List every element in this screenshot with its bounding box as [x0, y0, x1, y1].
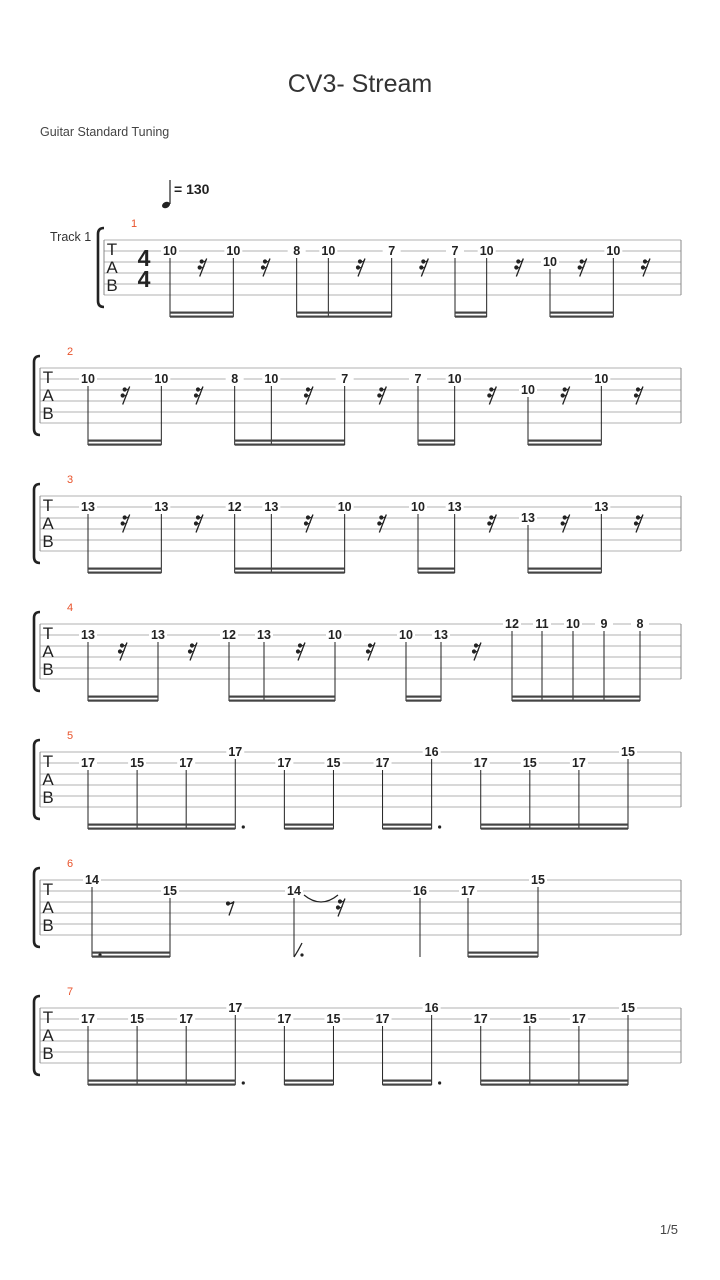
- beam-primary: [481, 828, 628, 830]
- dot: [300, 953, 303, 956]
- fret-number: 12: [505, 617, 519, 631]
- fret-number: 10: [81, 372, 95, 386]
- track-label: Track 1: [50, 230, 92, 244]
- tab-system: [34, 474, 681, 574]
- fret-number: 13: [521, 511, 535, 525]
- beam-primary: [550, 316, 613, 318]
- fret-number: 10: [566, 617, 580, 631]
- measure-number: 3: [66, 474, 74, 486]
- fret-number: 12: [227, 500, 242, 514]
- beam-secondary: [88, 1080, 235, 1082]
- dot: [438, 1081, 441, 1084]
- tab-clef-t: T: [42, 368, 54, 387]
- time-signature-numerator: 4: [137, 245, 151, 271]
- beam-secondary: [418, 440, 455, 442]
- time-signature-denominator: 4: [137, 266, 151, 292]
- fret-number: 7: [414, 372, 422, 386]
- fret-number: 13: [154, 500, 169, 514]
- fret-number: 10: [543, 255, 557, 269]
- system-bracket: [34, 740, 40, 819]
- tab-clef-b: B: [42, 788, 54, 807]
- beam-primary: [88, 700, 158, 702]
- tab-clef-b: B: [42, 404, 54, 423]
- fret-number: 14: [85, 873, 99, 887]
- tab-system: [34, 858, 681, 958]
- dot: [242, 825, 245, 828]
- beam-secondary: [297, 312, 392, 314]
- fret-number: 7: [341, 372, 349, 386]
- tab-clef-b: B: [42, 532, 54, 551]
- tab-clef-a: A: [42, 1026, 54, 1045]
- beam-secondary: [92, 952, 170, 954]
- system-bracket: [34, 996, 40, 1075]
- beam-primary: [235, 572, 345, 574]
- fret-number: 13: [81, 500, 95, 514]
- fret-number: 10: [163, 244, 177, 258]
- measure-number: 5: [66, 730, 74, 742]
- tab-system: [34, 346, 681, 446]
- beam-secondary: [88, 568, 161, 570]
- fret-number: 10: [321, 244, 336, 258]
- tab-clef-b: B: [42, 1044, 54, 1063]
- tab-clef-t: T: [42, 496, 54, 515]
- fret-number: 17: [81, 756, 95, 770]
- tuning-label: Guitar Standard Tuning: [40, 125, 170, 139]
- fret-number: 10: [399, 628, 413, 642]
- measure-number: 1: [130, 218, 138, 230]
- tab-clef-t: T: [42, 752, 54, 771]
- fret-number: 17: [375, 1012, 390, 1026]
- fret-number: 17: [473, 756, 488, 770]
- fret-number: 9: [600, 617, 608, 631]
- beam-primary: [284, 828, 333, 830]
- tab-clef-t: T: [42, 880, 54, 899]
- beam-secondary: [284, 1080, 333, 1082]
- beam-secondary: [88, 824, 235, 826]
- beam-primary: [88, 572, 161, 574]
- fret-number: 10: [337, 500, 352, 514]
- fret-number: 13: [151, 628, 165, 642]
- dot: [242, 1081, 245, 1084]
- system-bracket: [34, 356, 40, 435]
- beam-secondary: [528, 440, 601, 442]
- tab-clef-a: A: [42, 898, 54, 917]
- tab-clef-b: B: [42, 660, 54, 679]
- beam-secondary: [455, 312, 487, 314]
- system-bracket: [34, 484, 40, 563]
- fret-number: 10: [411, 500, 425, 514]
- fret-number: 15: [326, 756, 341, 770]
- measure-number: 7: [66, 986, 74, 998]
- beam-secondary: [88, 696, 158, 698]
- fret-number: 15: [130, 756, 145, 770]
- fret-number: 8: [636, 617, 644, 631]
- tab-system: [34, 730, 681, 830]
- fret-number: 15: [531, 873, 545, 887]
- fret-number: 17: [571, 1012, 586, 1026]
- tempo-marking: = 130: [174, 181, 210, 197]
- fret-number: 8: [231, 372, 239, 386]
- beam-secondary: [284, 824, 333, 826]
- measure-number: 2: [66, 346, 74, 358]
- beam-secondary: [481, 824, 628, 826]
- beam-secondary: [235, 568, 345, 570]
- beam-secondary: [550, 312, 613, 314]
- fret-number: 17: [571, 756, 586, 770]
- fret-number: 10: [226, 244, 241, 258]
- tab-clef-a: A: [42, 514, 54, 533]
- fret-number: 10: [447, 372, 462, 386]
- fret-number: 13: [447, 500, 462, 514]
- fret-number: 17: [81, 1012, 95, 1026]
- beam-secondary: [170, 312, 233, 314]
- fret-number: 13: [434, 628, 448, 642]
- tab-clef-t: T: [42, 624, 54, 643]
- beam-primary: [383, 828, 432, 830]
- tab-clef-b: B: [106, 276, 118, 295]
- beam-secondary: [383, 824, 432, 826]
- beam-primary: [88, 828, 235, 830]
- page-indicator: 1/5: [659, 1222, 678, 1237]
- beam-secondary: [229, 696, 335, 698]
- beam-primary: [229, 700, 335, 702]
- measure-number: 6: [66, 858, 74, 870]
- beam-primary: [92, 956, 170, 958]
- tab-clef-t: T: [106, 240, 118, 259]
- system-bracket: [34, 612, 40, 691]
- tab-system: [50, 218, 681, 318]
- fret-number: 15: [326, 1012, 341, 1026]
- beam-primary: [455, 316, 487, 318]
- fret-number: 10: [594, 372, 609, 386]
- fret-number: 7: [388, 244, 396, 258]
- fret-number: 17: [277, 756, 292, 770]
- beam-secondary: [481, 1080, 628, 1082]
- beam-primary: [235, 444, 345, 446]
- beam-primary: [528, 572, 601, 574]
- fret-number: 15: [621, 745, 635, 759]
- beam-primary: [418, 444, 455, 446]
- fret-number: 10: [328, 628, 342, 642]
- fret-number: 17: [461, 884, 475, 898]
- beam-primary: [88, 444, 161, 446]
- tab-clef-t: T: [42, 1008, 54, 1027]
- fret-number: 15: [522, 1012, 537, 1026]
- fret-number: 15: [522, 756, 537, 770]
- fret-number: 17: [228, 745, 243, 759]
- fret-number: 7: [451, 244, 459, 258]
- fret-number: 10: [479, 244, 494, 258]
- fret-number: 17: [228, 1001, 243, 1015]
- beam-secondary: [235, 440, 345, 442]
- fret-number: 11: [535, 617, 549, 631]
- beam-primary: [468, 956, 538, 958]
- fret-number: 16: [424, 1001, 439, 1015]
- beam-primary: [512, 700, 640, 702]
- fret-number: 10: [606, 244, 621, 258]
- tab-clef-a: A: [42, 642, 54, 661]
- system-bracket: [34, 868, 40, 947]
- fret-number: 15: [163, 884, 177, 898]
- beam-secondary: [383, 1080, 432, 1082]
- beam-secondary: [468, 952, 538, 954]
- song-title: CV3- Stream: [287, 70, 433, 98]
- fret-number: 10: [154, 372, 169, 386]
- fret-number: 15: [130, 1012, 145, 1026]
- fret-number: 14: [287, 884, 301, 898]
- tab-clef-a: A: [42, 770, 54, 789]
- fret-number: 13: [594, 500, 609, 514]
- system-bracket: [98, 228, 104, 307]
- fret-number: 15: [621, 1001, 635, 1015]
- measure-number: 4: [66, 602, 74, 614]
- beam-secondary: [512, 696, 640, 698]
- fret-number: 10: [521, 383, 535, 397]
- fret-number: 16: [413, 884, 427, 898]
- tab-clef-b: B: [42, 916, 54, 935]
- fret-number: 10: [264, 372, 279, 386]
- beam-primary: [406, 700, 441, 702]
- tie-arc: [304, 895, 338, 902]
- fret-number: 17: [375, 756, 390, 770]
- beam-secondary: [406, 696, 441, 698]
- tab-system: [34, 986, 681, 1086]
- fret-number: 17: [179, 756, 194, 770]
- beam-primary: [383, 1084, 432, 1086]
- beam-primary: [481, 1084, 628, 1086]
- dot: [438, 825, 441, 828]
- fret-number: 17: [179, 1012, 194, 1026]
- tab-clef-a: A: [42, 386, 54, 405]
- beam-primary: [88, 1084, 235, 1086]
- beam-primary: [418, 572, 455, 574]
- fret-number: 17: [473, 1012, 488, 1026]
- fret-number: 13: [264, 500, 279, 514]
- beam-primary: [297, 316, 392, 318]
- fret-number: 12: [222, 628, 236, 642]
- beam-primary: [284, 1084, 333, 1086]
- fret-number: 8: [293, 244, 301, 258]
- fret-number: 16: [424, 745, 439, 759]
- beam-primary: [170, 316, 233, 318]
- beam-secondary: [528, 568, 601, 570]
- fret-number: 17: [277, 1012, 292, 1026]
- fret-number: 13: [257, 628, 271, 642]
- beam-secondary: [418, 568, 455, 570]
- beam-primary: [528, 444, 601, 446]
- fret-number: 13: [81, 628, 95, 642]
- tab-system: [34, 602, 681, 702]
- tab-clef-a: A: [106, 258, 118, 277]
- beam-secondary: [88, 440, 161, 442]
